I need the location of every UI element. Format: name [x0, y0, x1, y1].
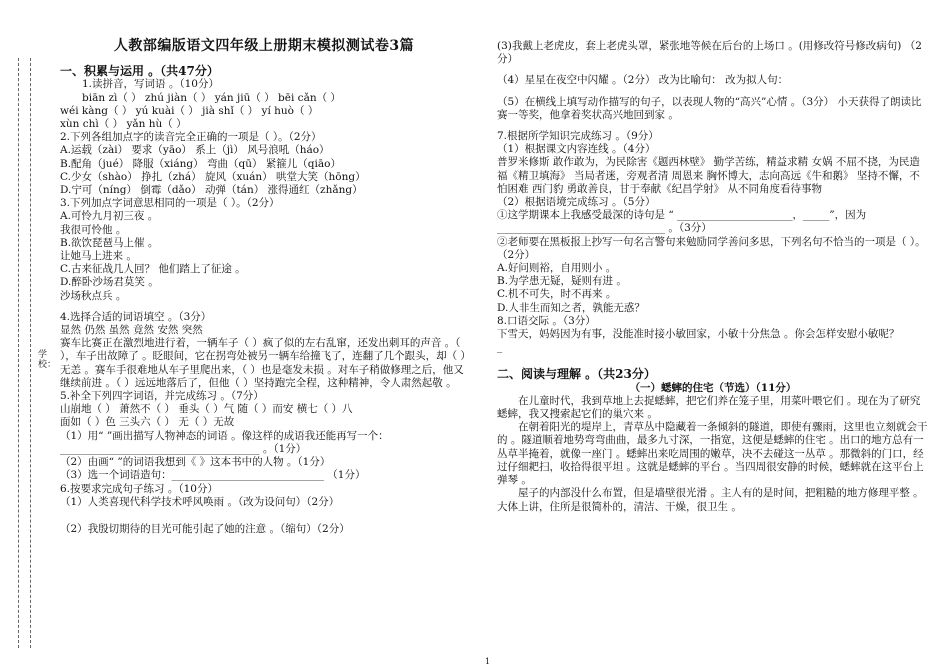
left-line: 5.补全下列四字词语，并完成练习 。（7分）: [60, 390, 264, 403]
left-line: 沙场秋点兵 。: [60, 289, 127, 302]
left-line: 2.下列各组加点字的读音完全正确的一项是（ ）。（2分）: [60, 131, 322, 144]
binding-margin: [0, 58, 56, 648]
right-line: （一）蟋蟀的住宅（节选）（11分）: [629, 381, 797, 394]
binding-school-label: 学校：: [38, 350, 57, 370]
right-line: ②老师要在黑板报上抄写一句名言警句来勉励同学善问多思，下列名句不恰当的一项是（ ）。（2分）: [497, 235, 926, 261]
right-line: 7.根据所学知识完成练习 。（9分）: [497, 130, 659, 143]
left-line: 我很可怜他 。: [60, 223, 127, 236]
left-line: 让她马上进来 。: [60, 250, 137, 263]
left-line: [60, 509, 468, 523]
right-line: （2）根据语境完成练习 。（5分）: [497, 196, 656, 209]
left-line: 3.下列加点字词意思相同的一项是（ ）。（2分）: [60, 197, 280, 210]
right-column-body: [497, 40, 929, 514]
left-line: （1）用“ ”画出描写人物神态的词语 。像这样的成语我还能再写一个：______________________________________ 。（1分）: [60, 429, 389, 455]
page-number: 1: [485, 657, 491, 666]
left-line: （2）由画“ ”的词语我想到《 》这本书中的人物 。（1分）: [60, 456, 331, 469]
right-line: [497, 88, 929, 96]
left-line: biān zì（ ） zhú jiàn（ ） yán jiū（ ） bēi cǎn（ ）: [82, 91, 341, 104]
binding-dashed-line: [18, 58, 19, 648]
right-line: [497, 122, 929, 130]
left-line: 一、积累与运用 。（共47分）: [60, 64, 219, 79]
left-line: 面如（ ）色 三头六（ ） 无（ ）无故: [60, 416, 235, 429]
left-line: （3）选一个词语造句：_____________________________ （1分）: [60, 469, 366, 482]
left-line: C.古来征战几人回？ 他们踏上了征途 。: [60, 263, 246, 276]
right-line: （4）星星在夜空中闪耀 。（2分） 改为比喻句： 改为拟人句：: [497, 74, 789, 87]
right-column: [497, 40, 929, 514]
left-line: C.少女（shào） 挣扎（zhá） 旋风（xuán） 哄堂大笑（hōng）: [60, 170, 366, 183]
left-line: A.运载（zài） 要求（yāo） 系上（jì） 风号浪吼（háo）: [60, 144, 330, 157]
left-line: （2）我殷切期待的目光可能引起了她的注意 。（缩句）（2分）: [60, 522, 350, 535]
left-line: （1）人类喜现代科学技术呼风唤雨 。（改为设问句）（2分）: [60, 495, 340, 508]
right-line: 二、阅读与理解 。（共23分）: [497, 367, 656, 382]
right-line: 下雪天，妈妈因为有事，没能准时接小敏回家，小敏十分焦急 。你会怎样安慰小敏呢？: [497, 328, 900, 341]
right-line: 普罗米修斯 敢作敢为，为民除害《题西林壁》 勤学苦练，精益求精 女娲 不屈不挠，为民造福《精卫填海》 当局者迷，旁观者清 周恩来 胸怀博大，志向高远《牛和鹅》 坚持不懈，不怕困难 西门豹 勇敢善良，甘于奉献《纪昌学射》 从不同角度看待事物: [497, 156, 920, 195]
left-line: A.可怜九月初三夜 。: [60, 210, 159, 223]
left-line: D.宁可（níng） 倒霉（dǎo） 动弹（tán） 涨得通红（zhǎng）: [60, 184, 363, 197]
right-line: 在儿童时代，我到草地上去捉蟋蟀，把它们养在笼子里，用菜叶喂它们 。现在为了研究蟋蟀，我又搜索起它们的巢穴来 。: [497, 394, 921, 421]
left-line: 山崩地（ ） 萧然不（ ） 垂头（ ）气 随（ ）而安 横七（ ）八: [60, 403, 353, 416]
left-line: xùn chì（ ） yǎn hù（ ）: [60, 118, 187, 131]
left-line: [60, 303, 468, 311]
right-line: 屋子的内部没什么布置，但是墙壁很光滑 。主人有的是时间，把粗糙的地方修理平整 。大体上讲，住所是很简朴的，清洁、干燥，很卫生 。: [497, 487, 924, 513]
left-column: [60, 40, 468, 536]
right-line: ①这学期课本上我感受最深的诗句是 “ ______________________，_____”，因为 ________________________________ 。（3分）: [497, 209, 867, 235]
page-title: 人教部编版语文四年级上册期末模拟测试卷3篇: [113, 38, 415, 54]
right-line: (3)我戴上老虎皮，套上老虎头罩，紧张地等候在后台的上场口 。(用修改符号修改病句) （2分）: [497, 40, 922, 66]
right-line: （1）根据课文内容连线 。（4分）: [497, 143, 656, 156]
right-line: 在朝着阳光的堤岸上，青草丛中隐藏着一条倾斜的隧道，即使有骤雨，这里也立刻就会干的 。隧道顺着地势弯弯曲曲，最多九寸深，一指宽，这便是蟋蟀的住宅 。出口的地方总有一丛草半掩着，就像一座门 。蟋蟀出来吃周围的嫩草，决不去碰这一丛草 。那微斜的门口，经过仔细耙扫，收拾得很平坦 。这就是蟋蟀的平台 。当四周很安静的时候，蟋蟀就在这平台上弹琴 。: [497, 421, 928, 487]
right-line: 8.口语交际 。（3分）: [497, 314, 596, 327]
left-line: 赛车比赛正在激烈地进行着，一辆车子（ ）疯了似的左右乱窜，还发出刺耳的声音 。（ ），车子出故障了 。眨眼间，它在拐弯处被另一辆车给撞飞了，连翻了几个跟头，却（ ）无恙 。赛车手很难地从车子里爬出来，（ ）也是毫发未损 。对车子稍做修理之后，他又继续前进 。（ ）远远地落后了，但他（ ）坚持跑完全程，这种精神，令人肃然起敬 。: [60, 337, 466, 389]
right-line: C.机不可失，时不再来 。: [497, 288, 617, 301]
right-line: B.为学患无疑，疑则有进 。: [497, 275, 627, 288]
left-line: 显然 仍然 虽然 竟然 安然 突然: [60, 324, 203, 337]
right-line: （5）在横线上填写动作描写的句子，以表现人物的“高兴”心情 。（3分） 小天获得了朗读比赛一等奖，他拿着奖状高兴地回到家 。: [497, 95, 922, 121]
left-line: B.欲饮琵琶马上催 。: [60, 236, 159, 249]
left-line: 1.读拼音，写词语 。（10分）: [82, 78, 219, 91]
left-line: 4.选择合适的词语填空 。（3分）: [60, 310, 212, 323]
left-column-body: [60, 65, 468, 536]
right-line: _: [497, 341, 503, 354]
right-line: D.人非生而知之者，孰能无惑？: [497, 301, 645, 314]
binding-dashed-line: [30, 58, 31, 648]
left-line: B.配角（jué） 降服（xiáng） 弯曲（qū） 紧箍儿（qiāo）: [60, 157, 341, 170]
right-line: A.好问则裕，自用则小 。: [497, 262, 617, 275]
left-line: 6.按要求完成句子练习 。（10分）: [60, 482, 218, 495]
left-line: wéi kàng（ ） yú kuài（ ） jià shǐ（ ） yí huò（ ）: [60, 104, 319, 117]
left-line: D.醉卧沙场君莫笑 。: [60, 276, 159, 289]
